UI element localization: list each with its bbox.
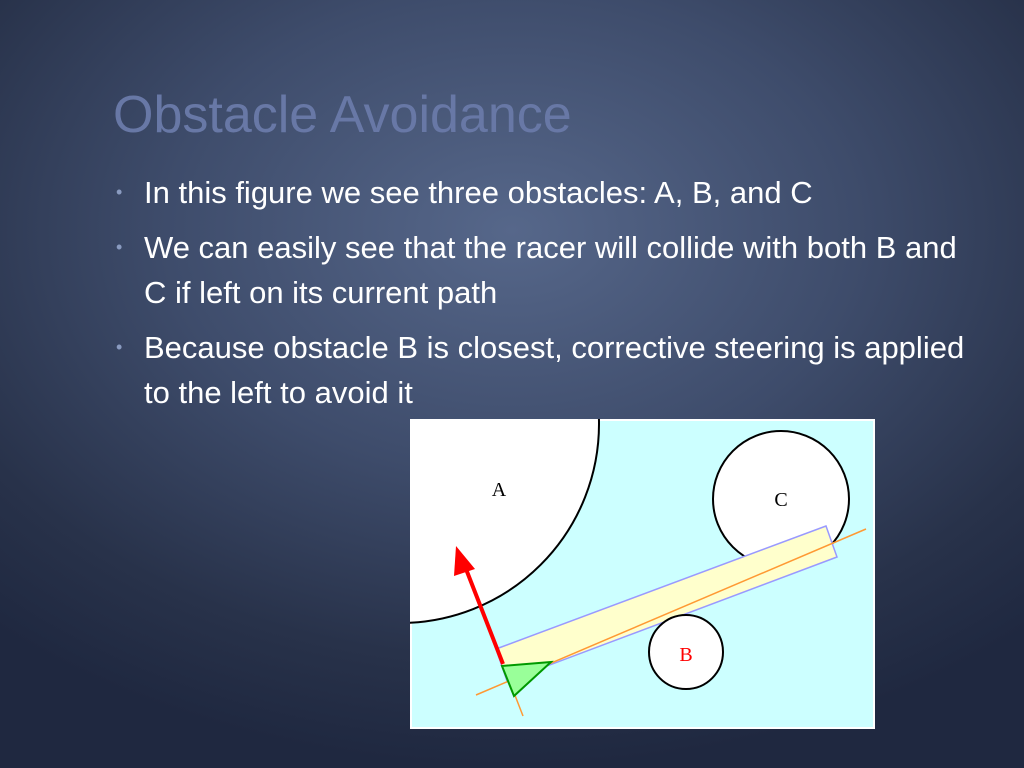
bullet-marker: • xyxy=(116,237,123,257)
bullet-text: Because obstacle B is closest, corrective steering is applied to the left to avoid it xyxy=(144,330,965,410)
bullet-text: In this figure we see three obstacles: A, B, and C xyxy=(144,175,813,210)
obstacle-a-label: A xyxy=(491,479,507,501)
slide-title: Obstacle Avoidance xyxy=(113,86,572,144)
figure-canvas xyxy=(410,419,875,729)
obstacle-b-label: B xyxy=(679,644,693,666)
bullet-text: We can easily see that the racer will collide with both B and C if left on its current path xyxy=(144,230,957,310)
bullet-item xyxy=(112,170,972,215)
bullet-item xyxy=(112,325,972,415)
bullet-item xyxy=(112,225,972,315)
obstacle-avoidance-figure xyxy=(410,419,875,729)
bullet-marker: • xyxy=(116,182,123,202)
obstacle-c-label: C xyxy=(774,489,788,511)
bullet-marker: • xyxy=(116,337,123,357)
bullet-list xyxy=(112,170,972,425)
